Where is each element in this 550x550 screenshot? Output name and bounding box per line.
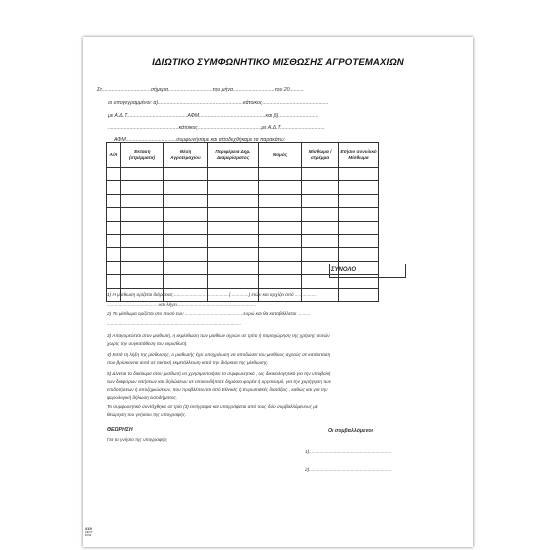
clause-line-1: 1) Η μίσθωση ορίζεται διάρκειας...........................................(..............) ετών και αρχίζει από .................: [107, 292, 318, 297]
clause-line-10: των διαφόρων αιτήσεων και δηλώσεων σε οποιονδήποτε δημόσιο φορέα ή οργανισμό, για την χορήγηση των: [107, 379, 331, 384]
clause-line-7: 4) Κατά τη λήξη της μίσθωσης, ο μισθωτής έχει υποχρέωση να αποδώσει του μισθίους αγρούς σε κατάσταση: [107, 352, 331, 357]
table-cell: [208, 208, 259, 221]
table-cell: [302, 234, 339, 247]
table-cell: [259, 194, 302, 207]
table-cell: [107, 234, 121, 247]
table-cell: [259, 221, 302, 234]
header-rent-per-stremma: Μίσθωμα /στρέμμα: [302, 143, 339, 168]
table-cell: [107, 208, 121, 221]
table-cell: [339, 221, 379, 234]
table-row: [107, 168, 379, 181]
table-cell: [121, 261, 164, 274]
table-cell: [339, 288, 379, 301]
table-cell: [208, 248, 259, 261]
table-cell: [259, 168, 302, 181]
table-cell: [121, 181, 164, 194]
stamp-small-2: ΕΠΙΣ: [85, 533, 92, 538]
table-cell: [339, 248, 379, 261]
table-cell: [339, 208, 379, 221]
table-cell: [164, 221, 208, 234]
table-cell: [339, 234, 379, 247]
table-row: [107, 248, 379, 261]
clause-line-2: ........................................και λήγει.............................................................: [107, 302, 257, 307]
table-cell: [121, 208, 164, 221]
clause-line-4: .......................................................................................................: [107, 321, 242, 326]
table-row: [107, 181, 379, 194]
header-prefecture: Νομός: [259, 143, 302, 168]
table-cell: [259, 275, 302, 288]
table-cell: [107, 168, 121, 181]
table-cell: [121, 194, 164, 207]
table-cell: [339, 194, 379, 207]
table-cell: [208, 221, 259, 234]
table-cell: [107, 275, 121, 288]
table-cell: [208, 181, 259, 194]
header-area: Έκταση (στρέμματα): [121, 143, 164, 168]
table-cell: [302, 194, 339, 207]
table-cell: [339, 181, 379, 194]
table-cell: [107, 181, 121, 194]
table-cell: [121, 221, 164, 234]
header-location: Θέση Αγροτεμαχίου: [164, 143, 208, 168]
stamp-small-1: ΣΕΠΤ: [85, 530, 93, 535]
table-row: [107, 221, 379, 234]
table-cell: [302, 168, 339, 181]
table-cell: [164, 194, 208, 207]
clause-line-9: 5) Δίνεται το δικαίωμα στον μισθωτή να χρησιμοποιήσει το συμφωνητικό , ως δικαιολογητικό για την υποβολή: [107, 371, 331, 376]
table-cell: [208, 275, 259, 288]
table-cell: [259, 261, 302, 274]
table-cell: [107, 248, 121, 261]
table-cell: [302, 208, 339, 221]
table-cell: [164, 275, 208, 288]
table-cell: [164, 208, 208, 221]
clause-line-12: φορολογική δήλωση εισοδήματος.: [107, 395, 178, 400]
table-cell: [302, 248, 339, 261]
table-cell: [259, 181, 302, 194]
clause-line-6: χωρίς την συγκατάθεση του εκμισθωτή.: [107, 341, 188, 346]
intro-line-2: οι υπογεγραμμένοι: α)...........................................................κάτοικος..............................................: [108, 100, 329, 106]
table-cell: [164, 234, 208, 247]
table-row: [107, 208, 379, 221]
table-cell: [302, 221, 339, 234]
header-district: Περιφέρεια Δημ. Διαμερίσματος: [208, 143, 259, 168]
table-cell: [107, 261, 121, 274]
table-cell: [259, 234, 302, 247]
parties-heading: Οι συμβαλλόμενοι: [328, 428, 373, 434]
contract-page: [83, 37, 473, 547]
header-aa: Α/Α: [107, 143, 121, 168]
intro-line-4: .................................................κάτοικος............................................με Α.Δ.Τ...............................: [108, 125, 325, 131]
table-cell: [208, 168, 259, 181]
clause-line-13: Το συμφωνητικό συντάχθηκε σε τρία (3) αντίγραφα και υπογράφεται από τους δύο συμβαλλόμενους με: [107, 404, 318, 409]
table-cell: [259, 248, 302, 261]
intro-line-1: Στ..................................σήμερα...............................του μήνα.............................του 20..........: [97, 87, 304, 93]
table-row: [107, 194, 379, 207]
table-cell: [164, 261, 208, 274]
table-body: [107, 168, 379, 302]
document-title: ΙΔΙΩΤΙΚΟ ΣΥΜΦΩΝΗΤΙΚΟ ΜΙΣΘΩΣΗΣ ΑΓΡΟΤΕΜΑΧΙΩΝ: [152, 57, 404, 68]
table-cell: [259, 208, 302, 221]
table-row: [107, 234, 379, 247]
table-cell: [107, 194, 121, 207]
stamp-code: 419: [85, 526, 92, 531]
clause-line-5: 3) Απαγορεύεται στον μισθωτή, η εκμίσθωση των μισθίων αγρών σε τρίτο ή παραχώρηση της χρήσης αυτών: [107, 333, 330, 338]
table-cell: [121, 275, 164, 288]
table-cell: [164, 168, 208, 181]
table-cell: [208, 261, 259, 274]
clause-line-11: επιδοτήσεων ή αποζημιώσεων, που προβλέπονται από Εθνικές ή Ευρωπαϊκές διατάξεις , καθώς και για την: [107, 387, 328, 392]
clause-line-8: που βρίσκονται αυτά σε τακτική εκμετάλλευση κατά την διάρκεια της μίσθωσης.: [107, 360, 269, 365]
party-signature-line-2: 2)...............................................................: [305, 467, 392, 472]
publisher-stamp: [85, 527, 92, 538]
header-annual-rent: Ετήσιο συνολικό Μίσθωμα: [339, 143, 379, 168]
table-cell: [164, 181, 208, 194]
intro-line-3: με Α.Δ.Τ..........................................ΑΦΜ..............................................και β)............................: [108, 113, 319, 119]
table-cell: [121, 168, 164, 181]
table-cell: [302, 181, 339, 194]
table-header-row: [107, 143, 379, 168]
table-cell: [164, 248, 208, 261]
clause-line-3: 2) Το μίσθωμα ορίζεται στο ποσό των .............................................ευρώ και θα καταβάλλεται ..........: [107, 311, 311, 316]
table-cell: [107, 221, 121, 234]
certification-heading: ΘΕΩΡΗΣΗ: [107, 427, 133, 433]
certification-subtext: Για το γνήσιο της υπογραφής: [107, 437, 167, 442]
table-cell: [208, 234, 259, 247]
table-cell: [208, 194, 259, 207]
party-signature-line-1: 1)...............................................................: [305, 449, 392, 454]
total-label: ΣΥΝΟΛΟ: [331, 267, 357, 273]
intro-line-5: ΑΦΜ...................................συμφωνήσαμε και αποδεχθήκαμε τα παρακάτω:: [114, 137, 286, 143]
table-cell: [121, 248, 164, 261]
clause-line-14: θεώρηση του γνήσιου της υπογραφής.: [107, 412, 187, 417]
table-cell: [339, 168, 379, 181]
table-cell: [121, 234, 164, 247]
